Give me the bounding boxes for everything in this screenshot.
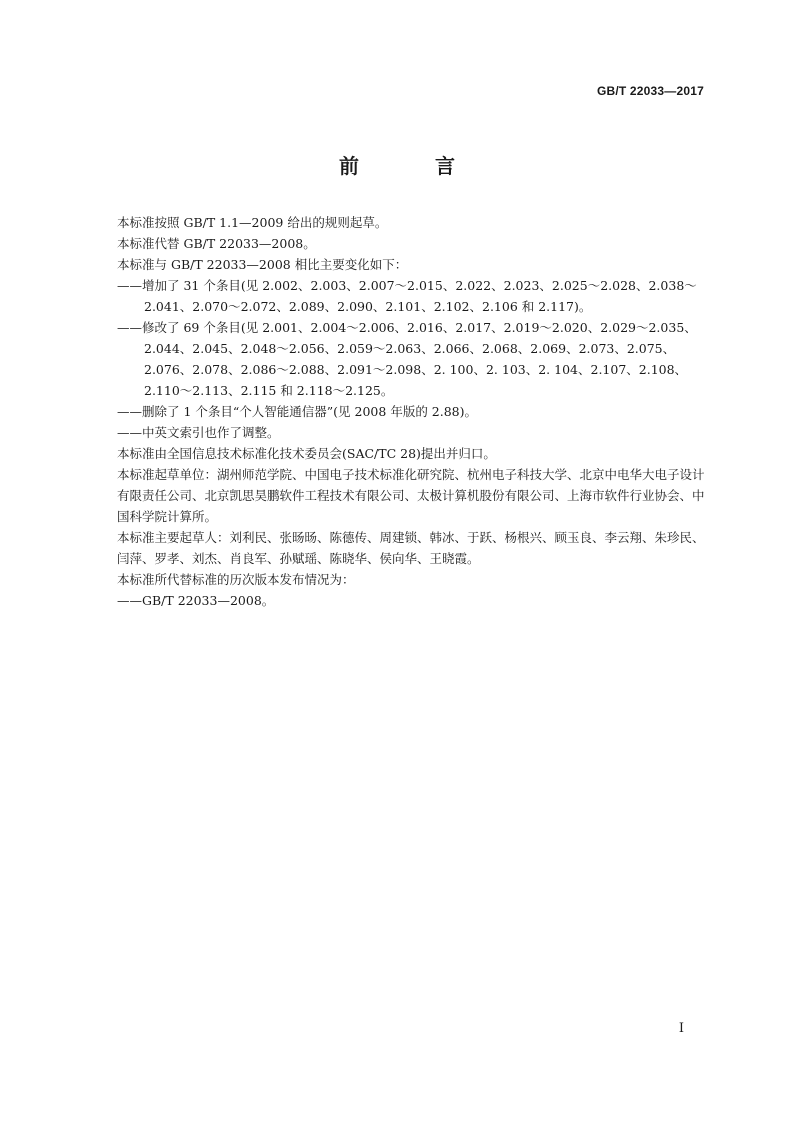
foreword-body xyxy=(117,212,705,611)
paragraph-replaces: 本标准代替 GB/T 22033—2008。 xyxy=(117,236,316,251)
list-item-added-entries: ——增加了 31 个条目(见 2.002、2.003、2.007～2.015、2.022、2.023、2.025～2.028、2.038～2.041、2.070～2.072、2.089、2.090、2.101、2.102、2.106 和 2.117)。 xyxy=(117,278,697,314)
list-item-index-adjusted: ——中英文索引也作了调整。 xyxy=(117,425,280,440)
paragraph-drafting-units: 本标准起草单位：湖州师范学院、中国电子技术标准化研究院、杭州电子科技大学、北京中电华大电子设计有限责任公司、北京凯思昊鹏软件工程技术有限公司、太极计算机股份有限公司、上海市软件行业协会、中国科学院计算所。 xyxy=(117,467,705,524)
paragraph-proposer: 本标准由全国信息技术标准化技术委员会(SAC/TC 28)提出并归口。 xyxy=(117,446,496,461)
paragraph-history-intro: 本标准所代替标准的历次版本发布情况为： xyxy=(117,572,355,587)
list-item-modified-entries: ——修改了 69 个条目(见 2.001、2.004～2.006、2.016、2.017、2.019～2.020、2.029～2.035、2.044、2.045、2.048～2.056、2.059～2.063、2.066、2.068、2.069、2.073、2.075、2.076、2.078、2.086～2.088、2.091～2.098、2. 100、2. 103、2. 104、2.107、2.108、2.110～2.113、2.115 和 2.118～2.125。 xyxy=(117,320,697,398)
paragraph-drafters: 本标准主要起草人：刘利民、张旸旸、陈德传、周建锁、韩冰、于跃、杨根兴、顾玉良、李云翔、朱珍民、闫萍、罗孝、刘杰、肖良军、孙赋瑶、陈晓华、侯向华、王晓霞。 xyxy=(117,530,705,566)
paragraph-changes-intro: 本标准与 GB/T 22033—2008 相比主要变化如下： xyxy=(117,257,408,272)
standard-code: GB/T 22033—2017 xyxy=(596,84,704,98)
page-number: I xyxy=(678,1021,684,1036)
paragraph-drafting-rules: 本标准按照 GB/T 1.1—2009 给出的规则起草。 xyxy=(117,215,388,230)
page-title: 前 言 xyxy=(339,154,483,178)
list-item-previous-version: ——GB/T 22033—2008。 xyxy=(117,593,275,608)
list-item-deleted-entry: ——删除了 1 个条目“个人智能通信器”(见 2008 年版的 2.88)。 xyxy=(117,404,477,419)
